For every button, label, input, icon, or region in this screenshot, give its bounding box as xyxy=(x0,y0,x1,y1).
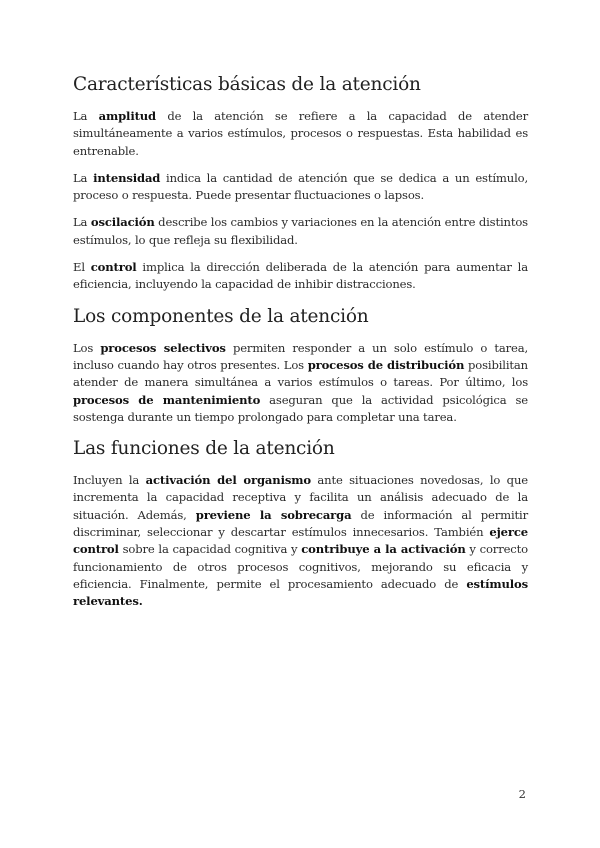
section-componentes xyxy=(73,304,528,426)
section-caracteristicas xyxy=(73,72,528,294)
section-funciones xyxy=(73,436,528,610)
paragraph-intensidad: La intensidad indica la cantidad de atención que se dedica a un estímulo, proceso o respuesta. Puede presentar fluctuaciones o lapsos. xyxy=(73,170,528,203)
paragraph-componentes: Los procesos selectivos permiten responder a un solo estímulo o tarea, incluso cuando hay otros presentes. Los procesos de distribución posibilitan atender de manera simultánea a varios estímulos o tareas. Por último, los procesos de mantenimiento aseguran que la actividad psicológica se sostenga durante un tiempo prolongado para completar una tarea. xyxy=(73,340,528,424)
section-heading: Los componentes de la atención xyxy=(73,305,369,327)
section-heading: Las funciones de la atención xyxy=(73,438,335,460)
document-page xyxy=(73,72,528,621)
paragraph-amplitud: La amplitud de la atención se refiere a la capacidad de atender simultáneamente a varios estímulos, procesos o respuestas. Esta habilidad es entrenable. xyxy=(73,109,528,158)
paragraph-oscilacion: La oscilación describe los cambios y variaciones en la atención entre distintos estímulos, lo que refleja su flexibilidad. xyxy=(73,215,528,247)
section-heading: Características básicas de la atención xyxy=(73,74,421,95)
paragraph-control: El control implica la dirección deliberada de la atención para aumentar la eficiencia, incluyendo la capacidad de inhibir distracciones. xyxy=(73,260,528,292)
page-number: 2 xyxy=(518,787,526,801)
paragraph-funciones: Incluyen la activación del organismo ante situaciones novedosas, lo que incrementa la capacidad receptiva y facilita un análisis adecuado de la situación. Además, previene la sobrecarga de información al permitir discriminar, seleccionar y descartar estímulos innecesarios. También ejerce control sobre la capacidad cognitiva y contribuye a la activación y correcto funcionamiento de otros procesos cognitivos, mejorando su eficacia y eficiencia. Finalmente, permite el procesamiento adecuado de estímulos relevantes. xyxy=(73,473,528,609)
